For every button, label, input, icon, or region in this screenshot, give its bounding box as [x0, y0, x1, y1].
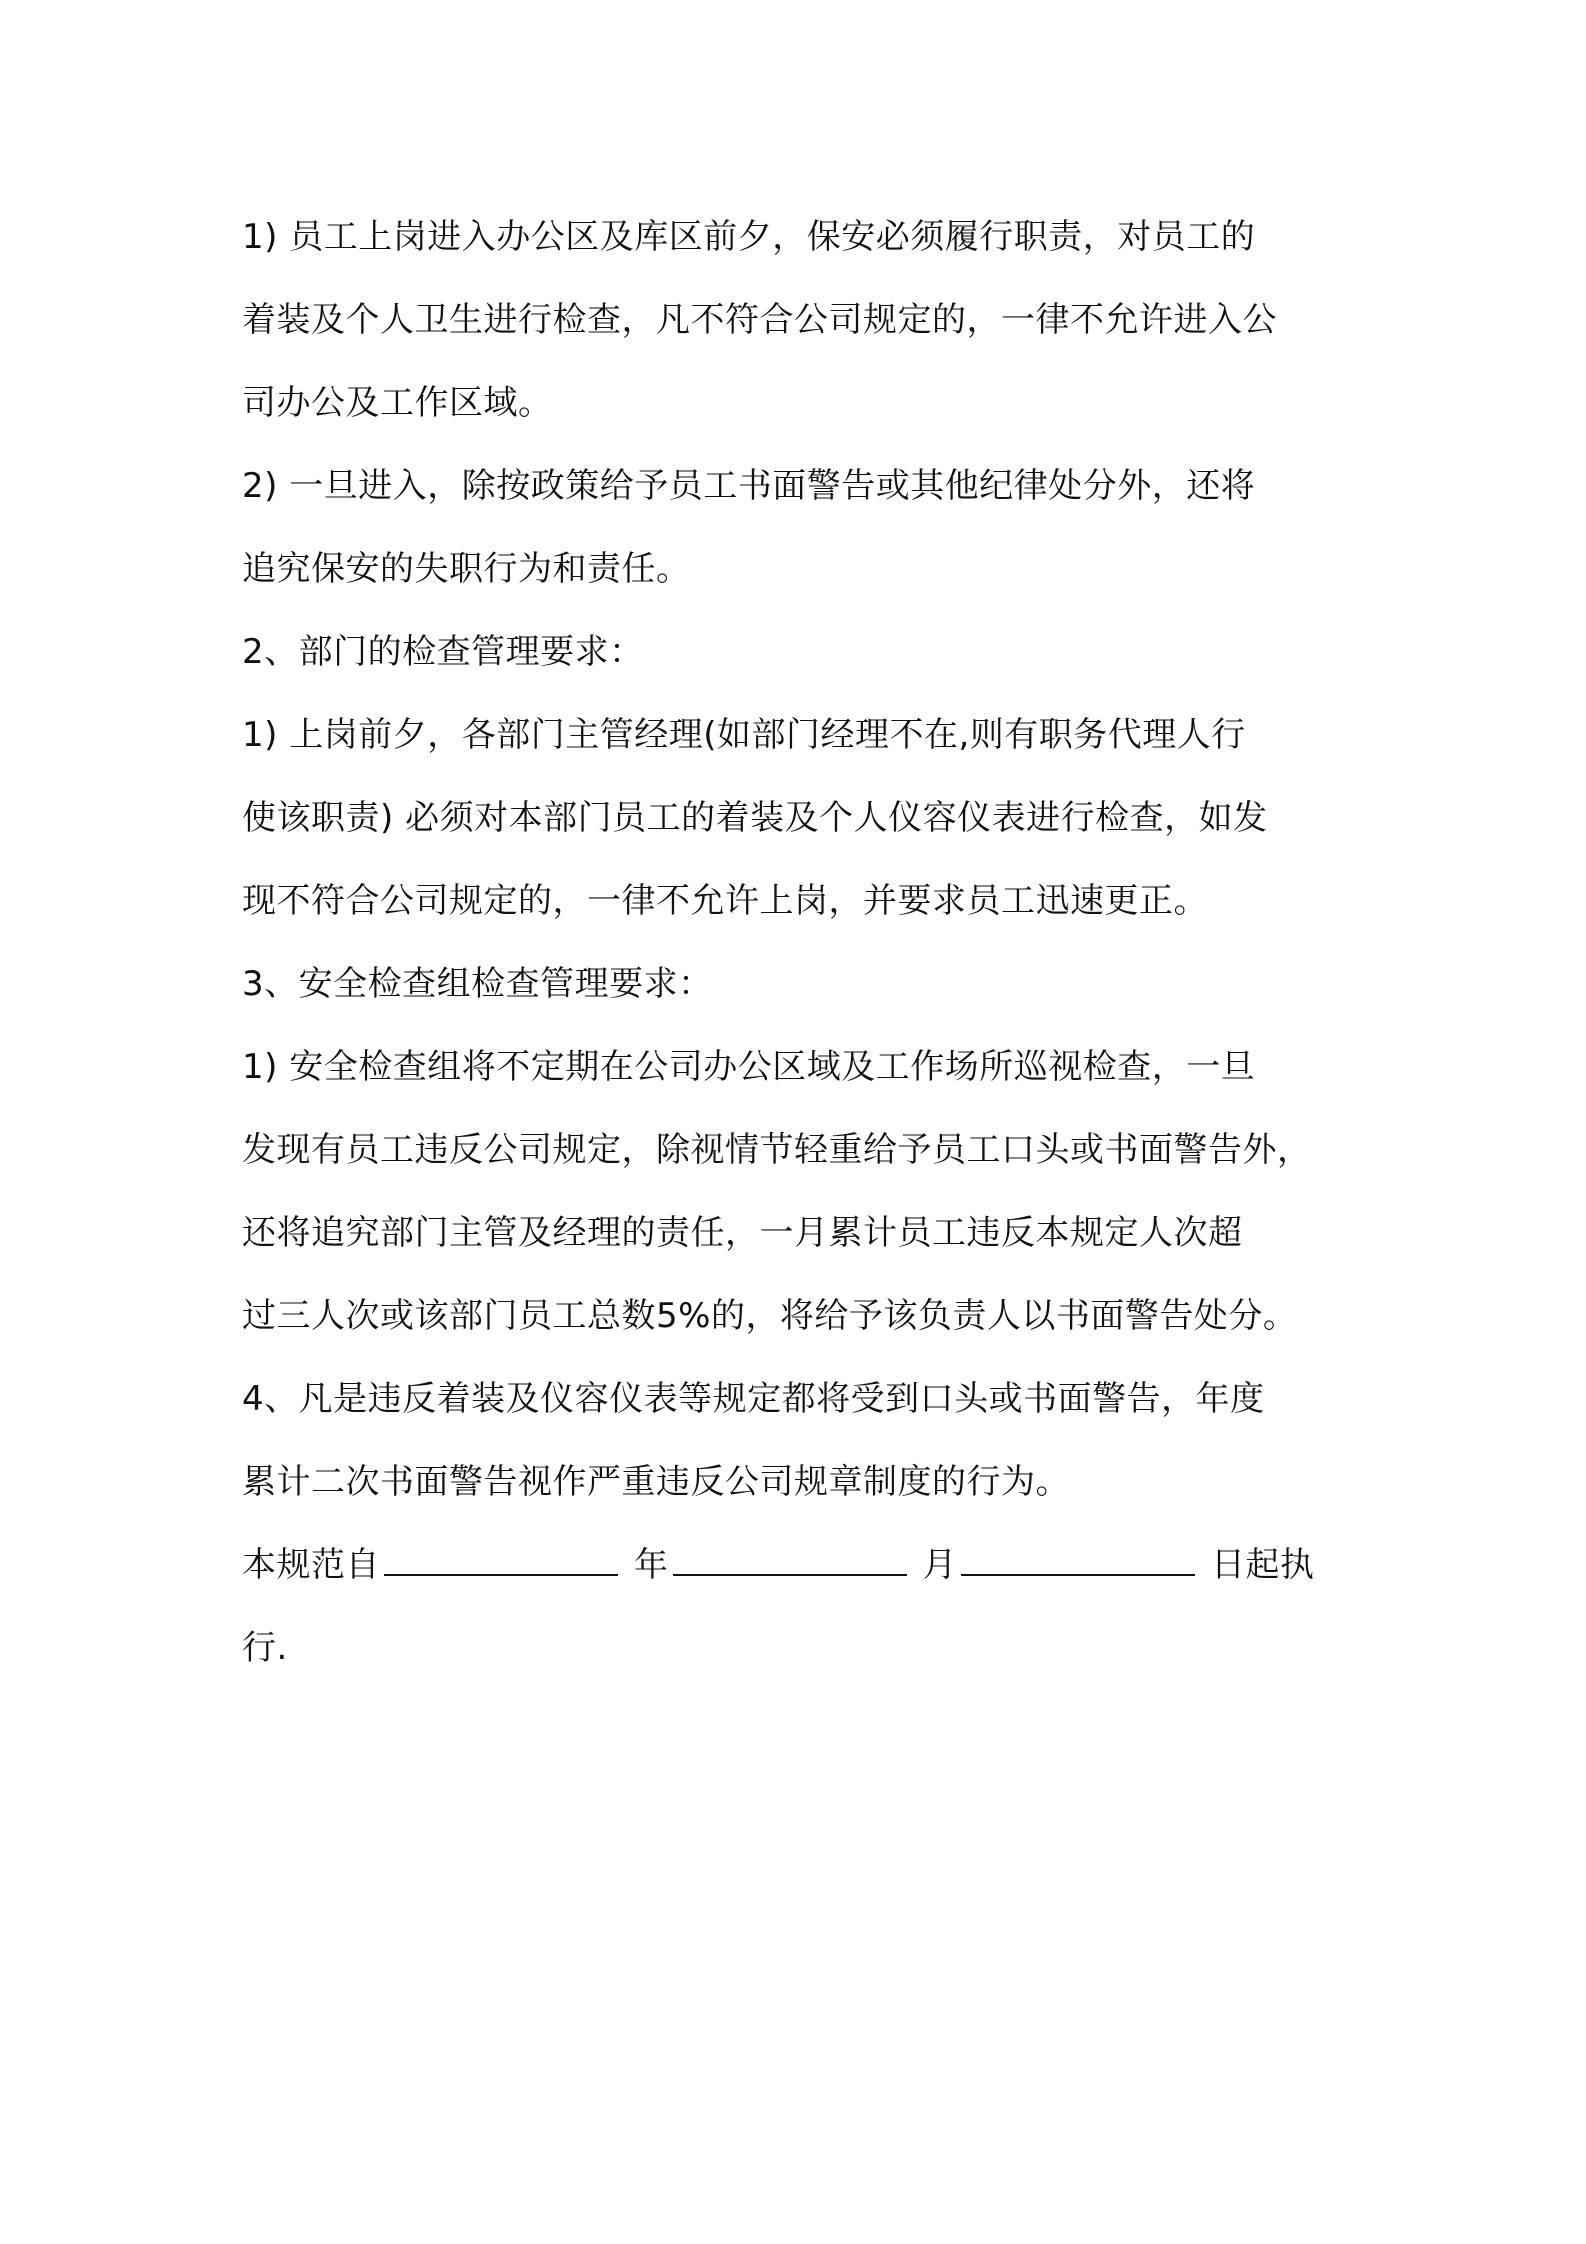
- text-line: 着装及个人卫生进行检查，凡不符合公司规定的，一律不允许进入公: [242, 300, 1277, 340]
- text-line: 使该职责) 必须对本部门员工的着装及个人仪容仪表进行检查，如发: [242, 798, 1268, 838]
- text-line: 司办公及工作区域。: [242, 383, 553, 423]
- text-line: 2) 一旦进入，除按政策给予员工书面警告或其他纪律处分外，还将: [242, 466, 1256, 506]
- text-line: 1) 上岗前夕，各部门主管经理(如部门经理不在,则有职务代理人行: [242, 715, 1246, 755]
- text-line: 现不符合公司规定的，一律不允许上岗，并要求员工迅速更正。: [242, 881, 1208, 921]
- text-line: 1) 安全检查组将不定期在公司办公区域及工作场所巡视检查，一旦: [242, 1047, 1256, 1087]
- month-blank: [673, 1534, 907, 1576]
- year-label: 年: [634, 1545, 669, 1585]
- text-line: 还将追究部门主管及经理的责任，一月累计员工违反本规定人次超: [242, 1213, 1243, 1253]
- effective-date-line: [242, 1524, 1362, 1607]
- text-line: 4、凡是违反着装及仪容仪表等规定都将受到口头或书面警告，年度: [242, 1379, 1265, 1419]
- effective-prefix: 本规范自: [242, 1545, 380, 1585]
- text-line: 1) 员工上岗进入办公区及库区前夕，保安必须履行职责，对员工的: [242, 217, 1256, 257]
- heading-safety-team-check: [242, 943, 1362, 1026]
- paragraph-security-liability: [242, 445, 1362, 611]
- text-line: 累计二次书面警告视作严重违反公司规章制度的行为。: [242, 1462, 1070, 1502]
- paragraph-department-check: [242, 694, 1362, 943]
- paragraph-warning-rule: [242, 1358, 1362, 1524]
- heading-department-check: [242, 611, 1362, 694]
- paragraph-security-check: [242, 196, 1362, 445]
- text-line: 2、部门的检查管理要求：: [242, 632, 644, 672]
- text-line: 过三人次或该部门员工总数5%的，将给予该负责人以书面警告处分。: [242, 1296, 1298, 1336]
- effective-tail: 行.: [242, 1628, 288, 1668]
- day-suffix: 日起执: [1211, 1545, 1315, 1585]
- text-line: 追究保安的失职行为和责任。: [242, 549, 691, 589]
- text-line: 3、安全检查组检查管理要求：: [242, 964, 713, 1004]
- text-line: 发现有员工违反公司规定，除视情节轻重给予员工口头或书面警告外，: [242, 1130, 1312, 1170]
- paragraph-safety-team-check: [242, 1026, 1362, 1358]
- month-label: 月: [922, 1545, 957, 1585]
- year-blank: [384, 1534, 618, 1576]
- document-body: [242, 196, 1362, 1690]
- day-blank: [961, 1534, 1195, 1576]
- effective-date-clause: [242, 1524, 1362, 1690]
